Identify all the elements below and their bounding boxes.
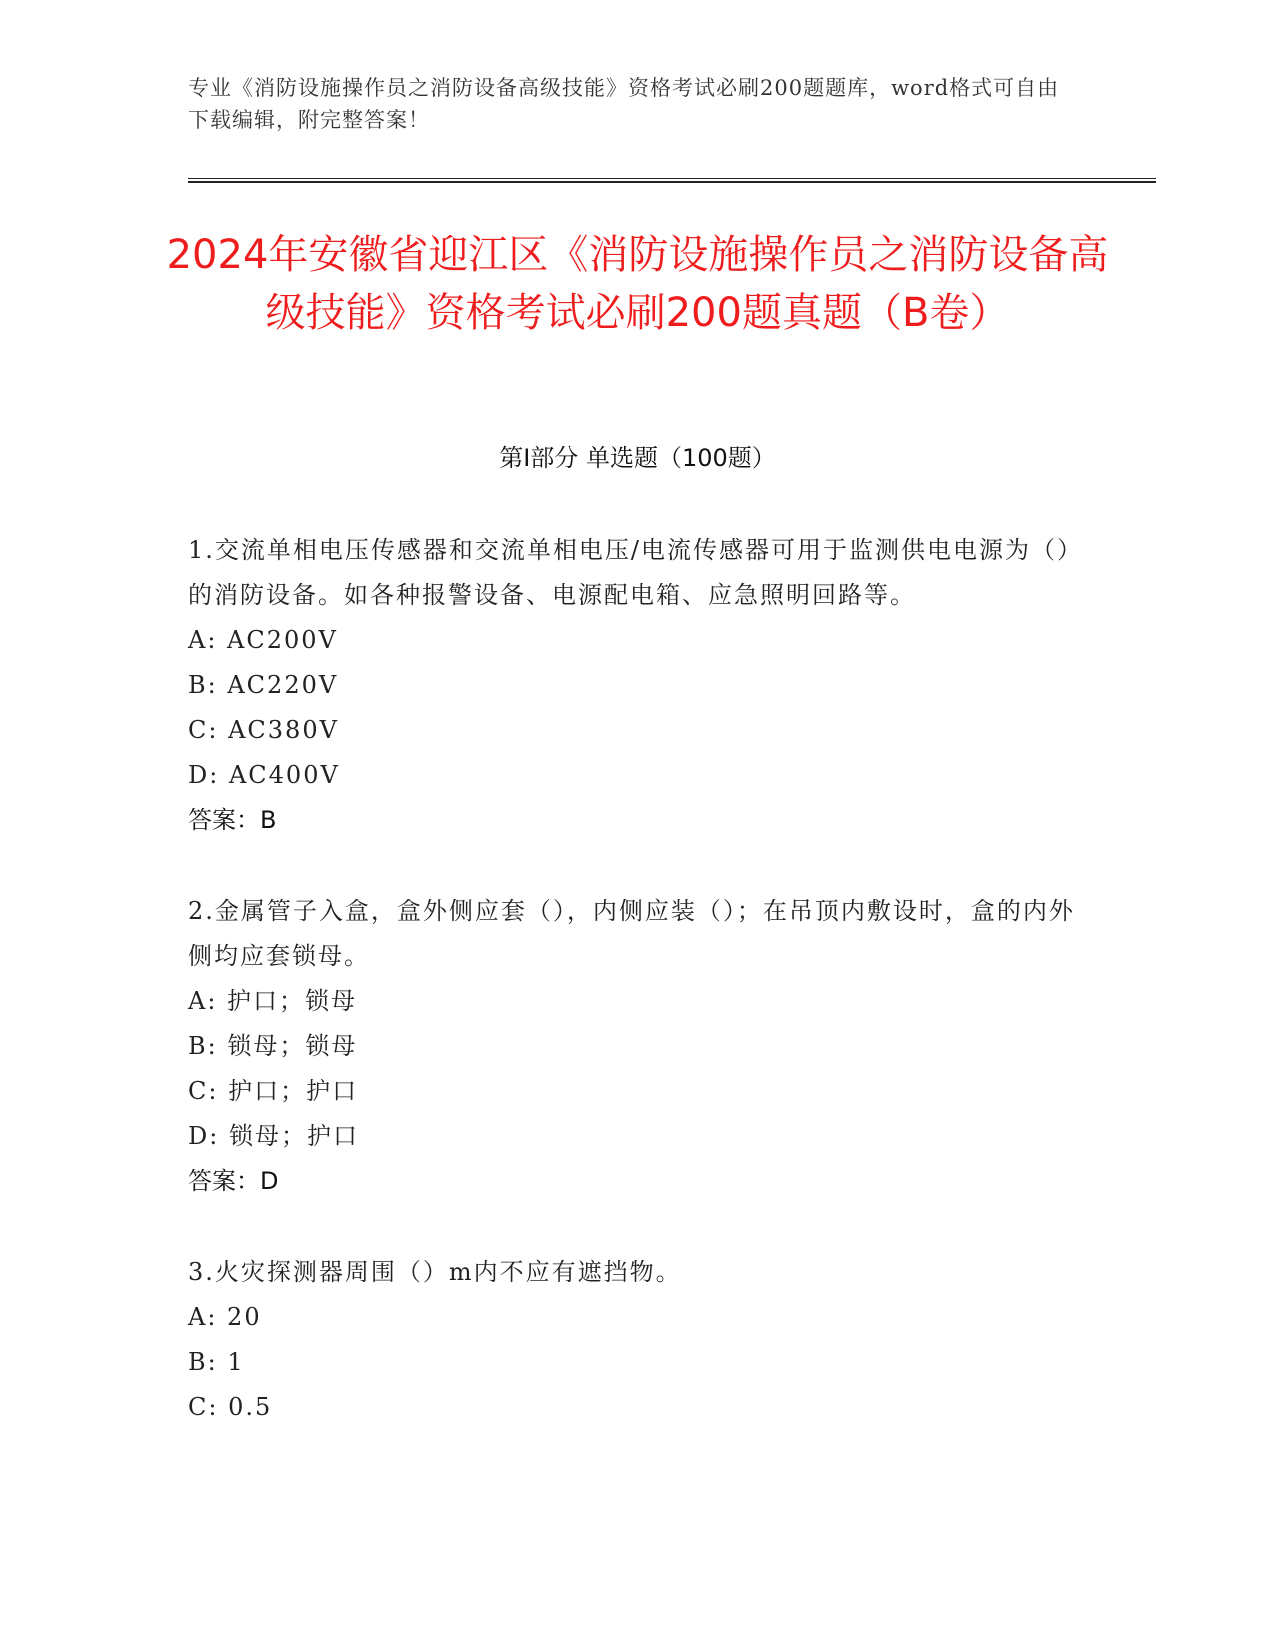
option-b: B: 锁母；锁母: [188, 1032, 358, 1060]
question-1: [188, 528, 1088, 843]
question-stem: 3.火灾探测器周围（）m内不应有遮挡物。: [188, 1258, 682, 1286]
option-a: A: AC200V: [188, 626, 338, 654]
header-note: 专业《消防设施操作员之消防设备高级技能》资格考试必刷200题题库，word格式可自由下载编辑，附完整答案！: [188, 76, 1060, 132]
question-3: [188, 1250, 1088, 1430]
question-stem: 1.交流单相电压传感器和交流单相电压/电流传感器可用于监测供电电源为（）的消防设备。如各种报警设备、电源配电箱、应急照明回路等。: [188, 536, 1083, 609]
option-d: D: 锁母；护口: [188, 1122, 359, 1150]
question-list: [188, 528, 1088, 1476]
header-divider-thick: [188, 181, 1156, 183]
option-c: C: 护口；护口: [188, 1077, 359, 1105]
answer-line: 答案：D: [188, 1167, 279, 1195]
answer-line: 答案：B: [188, 806, 277, 834]
option-b: B: 1: [188, 1348, 245, 1376]
question-stem: 2.金属管子入盒，盒外侧应套（），内侧应装（）；在吊顶内敷设时，盒的内外侧均应套锁母。: [188, 897, 1075, 970]
document-title: 2024年安徽省迎江区《消防设施操作员之消防设备高级技能》资格考试必刷200题真题（B卷）: [166, 232, 1109, 336]
option-c: C: 0.5: [188, 1393, 273, 1421]
option-b: B: AC220V: [188, 671, 339, 699]
header-divider-thin: [188, 178, 1156, 179]
section-heading: 第Ⅰ部分 单选题（100题）: [499, 444, 776, 472]
option-d: D: AC400V: [188, 761, 340, 789]
option-a: A: 20: [188, 1303, 262, 1331]
option-c: C: AC380V: [188, 716, 339, 744]
option-a: A: 护口；锁母: [188, 987, 358, 1015]
question-2: [188, 889, 1088, 1204]
